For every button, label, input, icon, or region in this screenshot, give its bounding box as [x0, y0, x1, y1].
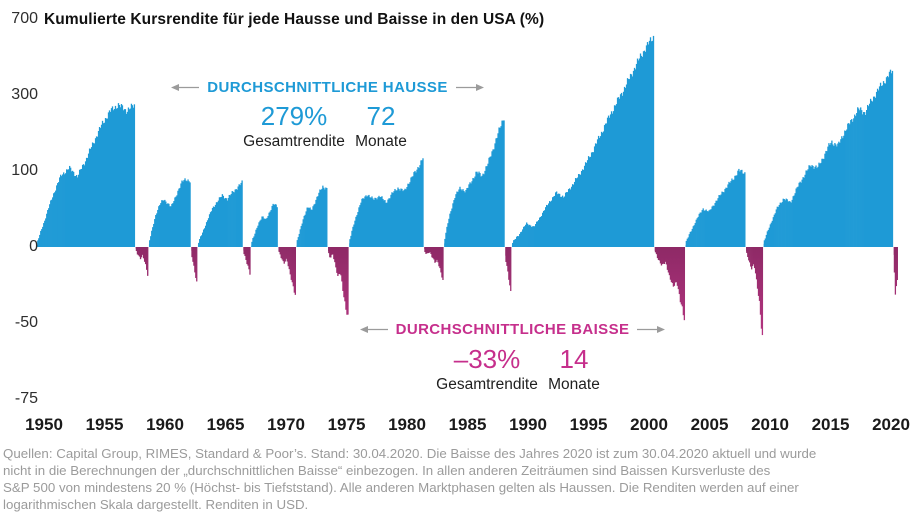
page-title: Kumulierte Kursrendite für jede Hausse und Baisse in den USA (%)	[44, 11, 545, 28]
bull-market-phase	[297, 186, 328, 247]
bull-months-label: Monate	[355, 133, 407, 150]
bear-annotation-heading: DURCHSCHNITTLICHE BAISSE	[395, 321, 630, 338]
x-axis-tick-1980: 1980	[388, 415, 426, 434]
y-axis-tick--50: -50	[14, 313, 38, 331]
bear-market-phase	[746, 247, 763, 335]
y-axis-tick-0: 0	[29, 238, 38, 255]
bear-return-value: –33%	[453, 344, 521, 374]
x-axis-tick-2020: 2020	[872, 415, 910, 434]
source-footnote	[3, 445, 916, 513]
arrow-right-icon	[456, 83, 484, 92]
y-axis-tick-100: 100	[11, 162, 38, 180]
arrow-left-icon	[171, 83, 199, 92]
bull-market-phase	[251, 204, 278, 247]
bear-market-phase	[505, 247, 511, 291]
bear-months-stat	[544, 346, 604, 394]
bull-annotation-heading: DURCHSCHNITTLICHE HAUSSE	[207, 79, 448, 96]
bear-market-phase	[136, 247, 149, 276]
x-axis-tick-2015: 2015	[811, 415, 850, 434]
x-axis-tick-1990: 1990	[509, 415, 547, 434]
bull-months-stat	[352, 103, 410, 151]
bear-months-value: 14	[559, 344, 589, 374]
bear-market-phase	[278, 247, 296, 295]
x-axis-tick-1975: 1975	[327, 415, 366, 434]
bear-market-phase	[243, 247, 250, 275]
footnote-line: S&P 500 von mindestens 20 % (Höchst- bis Tiefststand). Alle anderen Marktphasen gelten als Haussen. Die Renditen werden auf einer	[3, 480, 799, 495]
x-axis-tick-1970: 1970	[267, 415, 305, 434]
bear-market-phase	[424, 247, 443, 280]
y-axis-tick-300: 300	[11, 86, 38, 104]
bull-market-phase	[764, 70, 893, 247]
y-axis-tick--75: -75	[14, 389, 38, 407]
footnote-line: nicht in die Berechnungen der „durchschnittlichen Baisse“ einbezogen. In allen anderen Zeiträumen sind Baissen Kursverluste des	[3, 463, 771, 478]
bull-annotation-heading-row	[165, 79, 490, 96]
bull-return-label: Gesamtrendite	[243, 133, 345, 150]
bull-market-phase	[686, 169, 746, 247]
x-axis-tick-1960: 1960	[146, 415, 184, 434]
bear-return-stat	[425, 346, 549, 394]
bull-market-phase	[444, 120, 505, 247]
bear-market-phase	[191, 247, 197, 281]
bull-market-phase	[512, 36, 654, 247]
bull-return-value: 279%	[260, 101, 328, 131]
x-axis-tick-1995: 1995	[569, 415, 608, 434]
x-axis-tick-1950: 1950	[25, 415, 63, 434]
arrow-right-icon	[637, 325, 665, 334]
bear-market-phase	[655, 247, 685, 320]
bull-market-phase	[37, 103, 135, 247]
bull-market-phase	[149, 178, 191, 247]
bear-market-phase	[328, 247, 349, 315]
bear-annotation-heading-row	[355, 321, 670, 338]
bear-months-label: Monate	[548, 376, 600, 393]
footnote-line: Quellen: Capital Group, RIMES, Standard & Poor’s. Stand: 30.04.2020. Die Baisse des Jahres 2020 ist zum 30.04.2020 aktuell und wurde	[3, 446, 817, 461]
bull-market-phase	[349, 158, 423, 247]
x-axis-tick-1985: 1985	[448, 415, 487, 434]
bear-return-label: Gesamtrendite	[436, 376, 538, 393]
x-axis-tick-1955: 1955	[85, 415, 124, 434]
footnote-line: logarithmischen Skala dargestellt. Renditen in USD.	[3, 497, 309, 512]
bear-market-phase	[894, 247, 898, 295]
y-axis-tick-700: 700	[11, 10, 38, 28]
x-axis-tick-1965: 1965	[206, 415, 245, 434]
x-axis-tick-2000: 2000	[630, 415, 668, 434]
x-axis-tick-2005: 2005	[690, 415, 729, 434]
arrow-left-icon	[360, 325, 388, 334]
bull-months-value: 72	[366, 101, 396, 131]
x-axis-tick-2010: 2010	[751, 415, 789, 434]
bull-market-phase	[198, 180, 243, 247]
bull-return-stat	[232, 103, 356, 151]
